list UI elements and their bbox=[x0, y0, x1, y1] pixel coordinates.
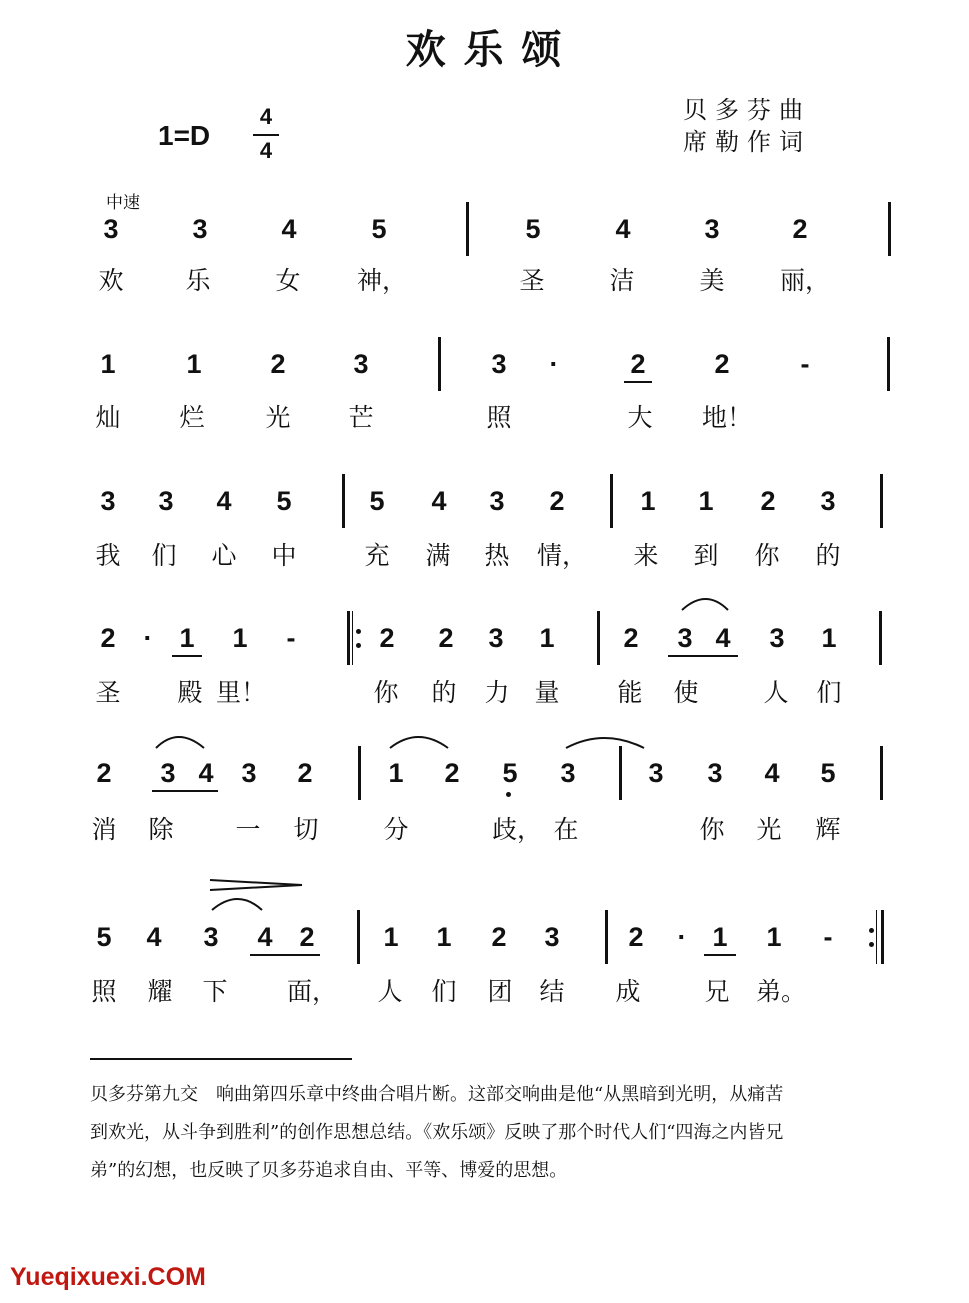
jianpu-note: 3 bbox=[160, 758, 176, 788]
jianpu-note: · bbox=[549, 349, 559, 379]
lyric-syllable: 的 bbox=[431, 678, 457, 707]
jianpu-note: 1 bbox=[388, 758, 404, 788]
lyric-syllable: 热 bbox=[484, 541, 510, 570]
jianpu-note: 1 bbox=[698, 486, 714, 516]
jianpu-note: 4 bbox=[257, 922, 273, 952]
lyric-syllable: 情， bbox=[537, 541, 588, 570]
slur bbox=[156, 737, 204, 748]
jianpu-note: 2 bbox=[491, 922, 507, 952]
jianpu-note: - bbox=[823, 922, 833, 952]
jianpu-note: 5 bbox=[276, 486, 292, 516]
jianpu-note: 3 bbox=[353, 349, 369, 379]
jianpu-note: 4 bbox=[764, 758, 780, 788]
jianpu-note: 5 bbox=[96, 922, 112, 952]
jianpu-note: 3 bbox=[648, 758, 664, 788]
jianpu-note: 3 bbox=[704, 214, 720, 244]
jianpu-note: 2 bbox=[623, 623, 639, 653]
jianpu-note: 3 bbox=[544, 922, 560, 952]
footnote-rule bbox=[90, 1058, 352, 1060]
footnote-line: 弟”的幻想，也反映了贝多芬追求自由、平等、博爱的思想。 bbox=[90, 1160, 568, 1181]
slur bbox=[212, 899, 262, 910]
jianpu-note: 5 bbox=[525, 214, 541, 244]
jianpu-note: 3 bbox=[491, 349, 507, 379]
tempo-marking: 中速 bbox=[106, 193, 140, 213]
lyricist-credit: 席勒作词 bbox=[683, 128, 811, 156]
jianpu-note: 1 bbox=[179, 623, 195, 653]
lyric-syllable: 在 bbox=[553, 815, 579, 844]
jianpu-note: 3 bbox=[560, 758, 576, 788]
jianpu-note: 4 bbox=[281, 214, 297, 244]
jianpu-note: 3 bbox=[100, 486, 116, 516]
jianpu-note: 3 bbox=[707, 758, 723, 788]
jianpu-note: 3 bbox=[489, 486, 505, 516]
jianpu-note: 3 bbox=[769, 623, 785, 653]
lyric-syllable: 切 bbox=[293, 815, 319, 844]
time-signature-bottom: 4 bbox=[259, 138, 273, 163]
song-title: 欢 乐 颂 bbox=[405, 26, 564, 73]
jianpu-note: 5 bbox=[502, 758, 518, 788]
slur bbox=[566, 738, 644, 748]
lyric-syllable: 面， bbox=[287, 977, 338, 1006]
composer-credit: 贝多芬曲 bbox=[683, 96, 811, 124]
lyric-syllable: 兄 bbox=[704, 977, 730, 1006]
jianpu-note: 2 bbox=[100, 623, 116, 653]
jianpu-note: 1 bbox=[766, 922, 782, 952]
jianpu-note: 4 bbox=[146, 922, 162, 952]
jianpu-note: 4 bbox=[615, 214, 631, 244]
lyric-syllable: 力 bbox=[484, 678, 510, 707]
lyric-syllable: 消 bbox=[91, 815, 117, 844]
lyric-syllable: 歧， bbox=[492, 815, 543, 844]
lyric-syllable: 充 bbox=[364, 541, 390, 570]
jianpu-note: 4 bbox=[216, 486, 232, 516]
lyric-syllable: 欢 bbox=[98, 266, 124, 295]
jianpu-note: 1 bbox=[640, 486, 656, 516]
lyric-syllable: 来 bbox=[633, 541, 659, 570]
jianpu-note: 2 bbox=[714, 349, 730, 379]
lyric-syllable: 中 bbox=[271, 541, 297, 570]
watermark: Yueqixuexi.COM bbox=[10, 1263, 206, 1291]
lyric-syllable: 光 bbox=[756, 815, 782, 844]
jianpu-note: 2 bbox=[96, 758, 112, 788]
jianpu-note: 4 bbox=[198, 758, 214, 788]
jianpu-note: 1 bbox=[712, 922, 728, 952]
lyric-syllable: 心 bbox=[211, 541, 237, 570]
jianpu-note: 2 bbox=[297, 758, 313, 788]
slur bbox=[682, 599, 728, 610]
lyric-syllable: 们 bbox=[816, 678, 842, 707]
lyric-syllable: 灿 bbox=[95, 403, 121, 432]
time-signature-top: 4 bbox=[259, 104, 273, 129]
lyric-syllable: 丽， bbox=[780, 266, 831, 295]
lyric-syllable: 洁 bbox=[609, 266, 635, 295]
jianpu-note: 3 bbox=[820, 486, 836, 516]
lyric-syllable: 殿 bbox=[177, 678, 203, 707]
jianpu-note: 5 bbox=[369, 486, 385, 516]
slur bbox=[390, 737, 448, 748]
jianpu-note: 2 bbox=[438, 623, 454, 653]
jianpu-note: - bbox=[286, 623, 296, 653]
lyric-syllable: 人 bbox=[763, 678, 789, 707]
jianpu-note: 3 bbox=[677, 623, 693, 653]
jianpu-note: 2 bbox=[760, 486, 776, 516]
lyric-syllable: 烂 bbox=[179, 403, 205, 432]
lyric-syllable: 弟。 bbox=[756, 977, 807, 1006]
jianpu-note: 3 bbox=[192, 214, 208, 244]
jianpu-note: 5 bbox=[820, 758, 836, 788]
jianpu-note: 2 bbox=[379, 623, 395, 653]
lyric-syllable: 照 bbox=[486, 403, 512, 432]
jianpu-note: 1 bbox=[436, 922, 452, 952]
jianpu-note: 1 bbox=[100, 349, 116, 379]
decrescendo-mark bbox=[210, 880, 302, 890]
jianpu-note: 2 bbox=[270, 349, 286, 379]
lyric-syllable: 圣 bbox=[95, 678, 121, 707]
jianpu-note: 3 bbox=[488, 623, 504, 653]
jianpu-note: · bbox=[143, 623, 153, 653]
jianpu-note: 4 bbox=[431, 486, 447, 516]
lyric-syllable: 量 bbox=[534, 678, 560, 707]
lyric-syllable: 满 bbox=[425, 541, 451, 570]
lyric-syllable: 到 bbox=[693, 541, 719, 570]
lyric-syllable: 美 bbox=[699, 266, 725, 295]
lyric-syllable: 大 bbox=[627, 403, 653, 432]
lyric-syllable: 地！ bbox=[702, 403, 753, 432]
lyric-syllable: 们 bbox=[151, 541, 177, 570]
lyric-syllable: 分 bbox=[383, 815, 409, 844]
lyric-syllable: 我 bbox=[95, 541, 121, 570]
lyric-syllable: 成 bbox=[615, 977, 641, 1006]
footnote-line: 到欢光，从斗争到胜利”的创作思想总结。《欢乐颂》反映了那个时代人们“四海之内皆兄 bbox=[90, 1122, 784, 1143]
jianpu-note: 2 bbox=[549, 486, 565, 516]
lyric-syllable: 下 bbox=[202, 977, 228, 1006]
lyric-syllable: 结 bbox=[539, 977, 565, 1006]
jianpu-note: 2 bbox=[630, 349, 646, 379]
jianpu-note: 1 bbox=[383, 922, 399, 952]
lyric-syllable: 们 bbox=[431, 977, 457, 1006]
lyric-syllable: 你 bbox=[373, 678, 399, 707]
lyric-syllable: 你 bbox=[754, 541, 780, 570]
lyric-syllable: 照 bbox=[91, 977, 117, 1006]
lyric-syllable: 团 bbox=[487, 977, 513, 1006]
lyric-syllable: 女 bbox=[275, 266, 301, 295]
jianpu-note: · bbox=[677, 922, 687, 952]
lyric-syllable: 乐 bbox=[185, 266, 211, 295]
jianpu-note: 5 bbox=[371, 214, 387, 244]
lyric-syllable: 圣 bbox=[519, 266, 545, 295]
lyric-syllable: 辉 bbox=[815, 815, 841, 844]
jianpu-note: 4 bbox=[715, 623, 731, 653]
jianpu-note: 2 bbox=[628, 922, 644, 952]
jianpu-note: 3 bbox=[103, 214, 119, 244]
footnote-line: 贝多芬第九交 响曲第四乐章中终曲合唱片断。这部交响曲是他“从黑暗到光明，从痛苦 bbox=[90, 1084, 784, 1105]
lyric-syllable: 里！ bbox=[216, 678, 267, 707]
lyric-syllable: 的 bbox=[815, 541, 841, 570]
jianpu-note: 3 bbox=[241, 758, 257, 788]
jianpu-note: 3 bbox=[158, 486, 174, 516]
jianpu-note: 2 bbox=[792, 214, 808, 244]
lyric-syllable: 一 bbox=[235, 815, 261, 844]
lyric-syllable: 能 bbox=[617, 678, 643, 707]
lyric-syllable: 你 bbox=[699, 815, 725, 844]
lyric-syllable: 光 bbox=[265, 403, 291, 432]
jianpu-note: 1 bbox=[539, 623, 555, 653]
lyric-syllable: 使 bbox=[673, 678, 699, 707]
jianpu-note: 2 bbox=[299, 922, 315, 952]
lyric-syllable: 人 bbox=[377, 977, 403, 1006]
jianpu-note: 1 bbox=[821, 623, 837, 653]
jianpu-note: 3 bbox=[203, 922, 219, 952]
jianpu-note: 1 bbox=[186, 349, 202, 379]
jianpu-note: 2 bbox=[444, 758, 460, 788]
jianpu-note: 1 bbox=[232, 623, 248, 653]
lyric-syllable: 神， bbox=[357, 266, 408, 295]
lyric-syllable: 除 bbox=[148, 815, 174, 844]
lyric-syllable: 芒 bbox=[348, 403, 374, 432]
jianpu-note: - bbox=[800, 349, 810, 379]
lyric-syllable: 耀 bbox=[147, 977, 173, 1006]
key-signature: 1=D bbox=[158, 120, 211, 151]
